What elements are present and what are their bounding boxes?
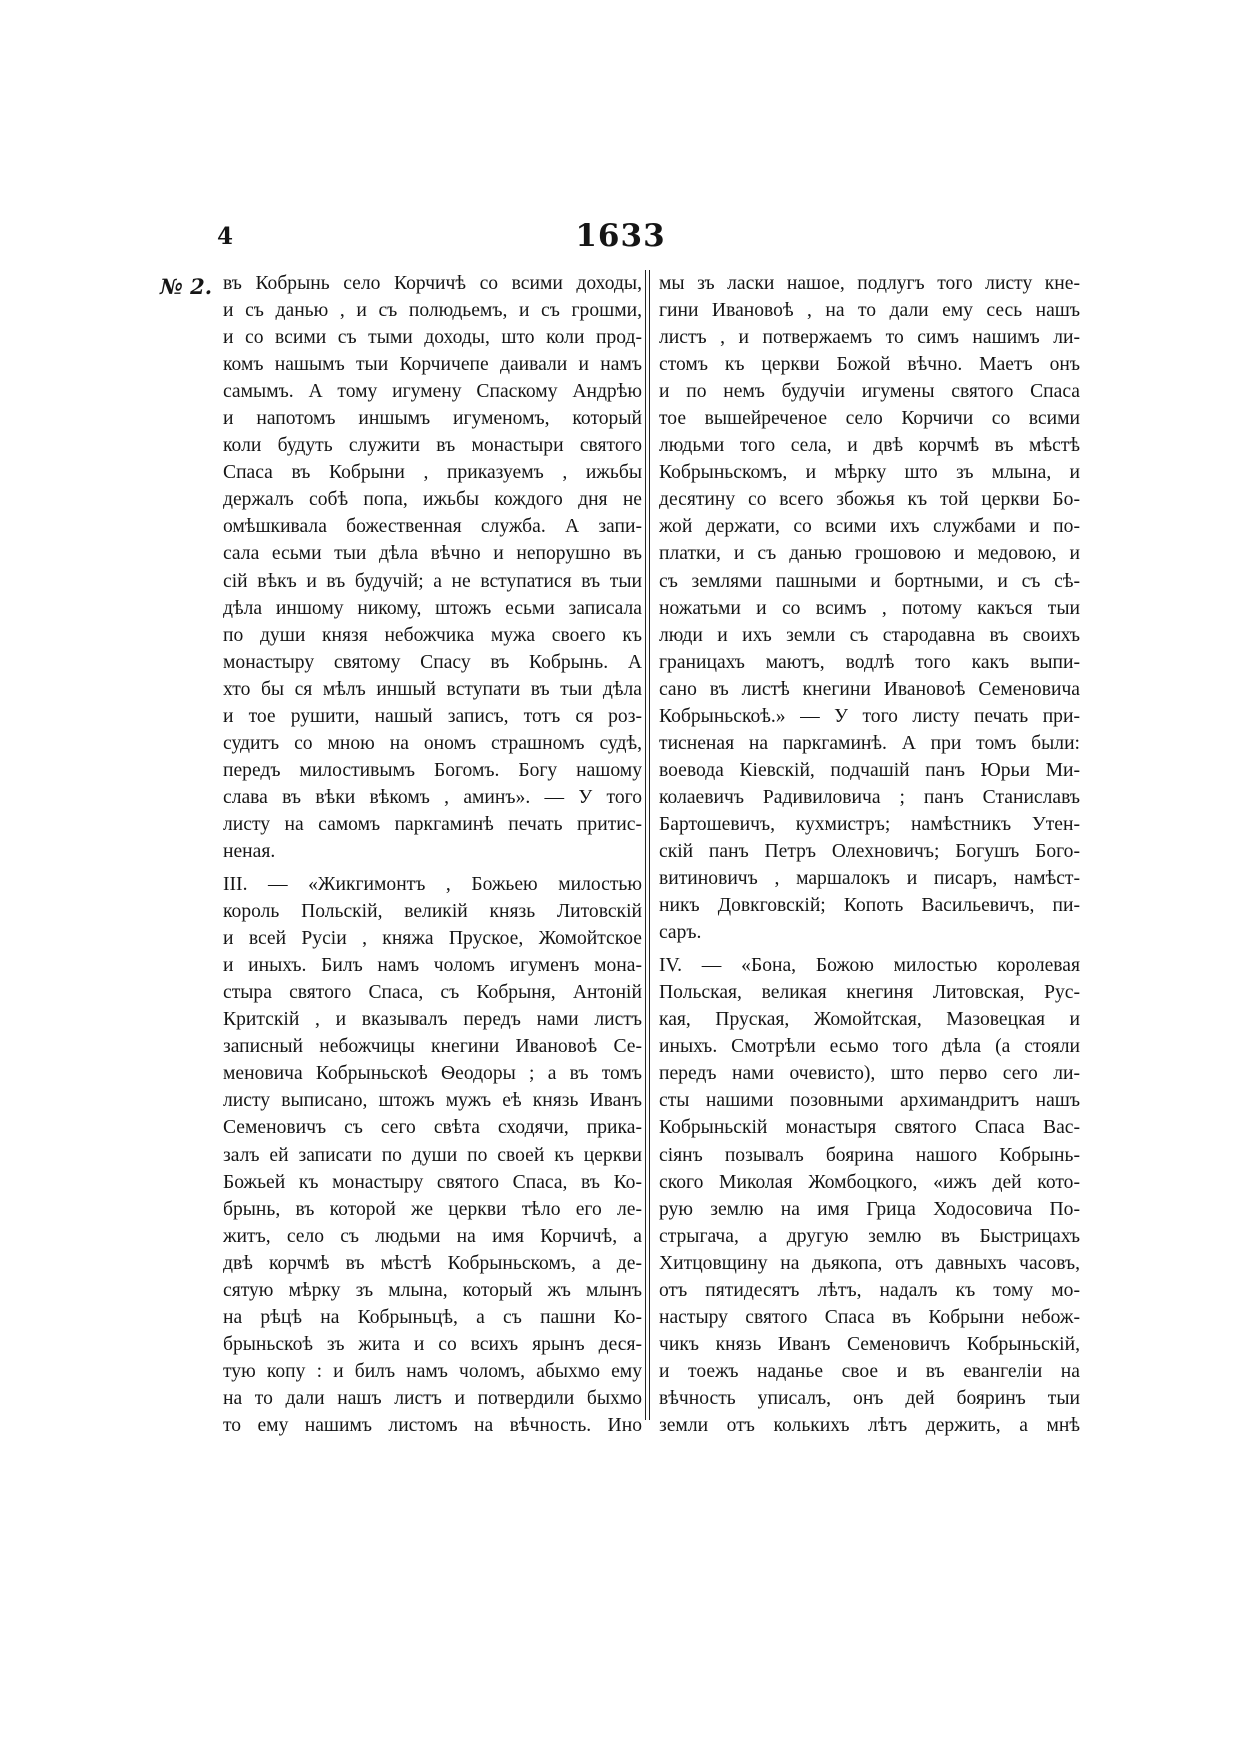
text-line: брыньскоѣ зъ жита и со всихъ ярынъ деся- bbox=[223, 1333, 642, 1355]
text-line: стыра святого Спаса, съ Кобрыня, Антоній bbox=[223, 982, 642, 1004]
text-line: Критскій , и вказывалъ передъ нами листъ bbox=[223, 1009, 642, 1031]
text-line: и иныхъ. Билъ намъ чоломъ игуменъ мона- bbox=[223, 955, 642, 977]
text-line: иныхъ. Смотрѣли есьмо того дѣла (а стояли bbox=[659, 1036, 1080, 1058]
text-line: чикъ князь Иванъ Семеновичъ Кобрыньскій, bbox=[659, 1333, 1080, 1355]
text-line: и всей Русіи , княжа Пруское, Жомойтское bbox=[223, 928, 642, 950]
text-line: на рѣцѣ на Кобрыньцѣ, а съ пашни Ко- bbox=[223, 1306, 642, 1328]
text-line: и напотомъ иншымъ игуменомъ, который bbox=[223, 408, 642, 430]
text-line: границахъ маютъ, водлѣ того какъ выпи- bbox=[659, 651, 1080, 673]
text-line: житъ, село съ людьми на имя Корчичѣ, а bbox=[223, 1225, 642, 1247]
text-line: сала есьми тыи дѣла вѣчно и непорушно въ bbox=[223, 543, 642, 565]
text-line: омѣшкивала божественная служба. А запи- bbox=[223, 516, 642, 538]
text-line: слава въ вѣки вѣкомъ , аминъ». — У того bbox=[223, 786, 642, 808]
text-line: сій вѣкъ и въ будучій; а не вступатися въ тыи bbox=[223, 570, 642, 592]
text-line: Спаса въ Кобрыни , приказуемъ , ижьбы bbox=[223, 462, 642, 484]
left-text-column bbox=[223, 270, 642, 1439]
document-number: № 2. bbox=[160, 274, 213, 299]
text-line: люди и ихъ земли съ стародавна въ своихъ bbox=[659, 624, 1080, 646]
text-line: отъ пятидесятъ лѣтъ, надалъ къ тому мо- bbox=[659, 1279, 1080, 1301]
text-line: на то дали нашъ листъ и потвердили быхмо bbox=[223, 1387, 642, 1409]
text-line: III. — «Жикгимонтъ , Божьею милостью bbox=[223, 874, 642, 896]
text-line: по души князя небожчика мужа своего къ bbox=[223, 624, 642, 646]
text-line: сятую мѣрку зъ млына, который жъ млынъ bbox=[223, 1279, 642, 1301]
column-divider-rule bbox=[645, 270, 646, 1420]
text-line: и тое рушити, нашый записъ, тотъ ся роз- bbox=[223, 705, 642, 727]
text-line: мы зъ ласки нашое, подлугъ того листу кне- bbox=[659, 273, 1080, 294]
text-line: тую копу : и билъ намъ чоломъ, абыхмо ему bbox=[223, 1360, 642, 1382]
text-line: Божьей къ монастыру святого Спаса, въ Ко- bbox=[223, 1171, 642, 1193]
text-line: передъ милостивымъ Богомъ. Богу нашому bbox=[223, 759, 642, 781]
text-line: залъ ей записати по души по своей къ церкви bbox=[223, 1144, 642, 1166]
text-line: держалъ собѣ попа, ижьбы кождого дня не bbox=[223, 489, 642, 511]
text-line: и по немъ будучіи игумены святого Спаса bbox=[659, 381, 1080, 403]
text-line: монастыру святому Спасу въ Кобрынь. А bbox=[223, 651, 642, 673]
text-line: сано въ листѣ кнегини Ивановоѣ Семеновича bbox=[659, 678, 1080, 700]
text-line: Хитцовщину на дьякопа, отъ давныхъ часовъ, bbox=[659, 1252, 1080, 1274]
text-line: никъ Довкговскій; Копоть Васильевичъ, пи- bbox=[659, 895, 1080, 917]
text-line: скій панъ Петръ Олехновичъ; Богушъ Бого- bbox=[659, 840, 1080, 862]
text-line: комъ нашымъ тыи Корчичепе даивали и намъ bbox=[223, 354, 642, 376]
text-line: Кобрыньскоѣ.» — У того листу печать при- bbox=[659, 705, 1080, 727]
text-line: жой держати, со всими ихъ службами и по- bbox=[659, 516, 1080, 538]
text-line: брынь, въ которой же церкви тѣло его ле- bbox=[223, 1198, 642, 1220]
text-line: Кобрыньскій монастыря святого Спаса Вас- bbox=[659, 1117, 1080, 1139]
text-line: стомъ къ церкви Божой вѣчно. Маетъ онъ bbox=[659, 354, 1080, 376]
text-line: въ Кобрынь село Корчичѣ со всими доходы, bbox=[223, 273, 642, 294]
text-line: меновича Кобрыньскоѣ Ѳеодоры ; а въ томъ bbox=[223, 1063, 642, 1085]
text-line: записный небожчицы кнегини Ивановоѣ Се- bbox=[223, 1036, 642, 1058]
text-line: то ему нашимъ листомъ на вѣчность. Ино bbox=[223, 1414, 642, 1436]
text-line: саръ. bbox=[659, 922, 702, 944]
text-line: людьми того села, и двѣ корчмѣ въ мѣстѣ bbox=[659, 435, 1080, 457]
text-line: хто бы ся мѣлъ иншый вступати въ тыи дѣла bbox=[223, 678, 642, 700]
text-line: ского Миколая Жомбоцкого, «ижъ дей кото- bbox=[659, 1171, 1080, 1193]
text-line: листу выписано, штожъ мужъ еѣ князь Иванъ bbox=[223, 1090, 642, 1112]
text-line: и съ данью , и съ полюдьемъ, и съ грошми, bbox=[223, 300, 642, 322]
text-line: земли отъ колькихъ лѣтъ держить, а мнѣ bbox=[659, 1414, 1080, 1436]
text-line: и со всими съ тыми доходы, што коли прод- bbox=[223, 327, 642, 349]
text-line: съ землями пашными и бортными, и съ сѣ- bbox=[659, 570, 1080, 592]
text-line: дѣла иншому никому, штожъ есьми записала bbox=[223, 597, 642, 619]
text-line: вѣчность уписалъ, онъ дей бояринъ тыи bbox=[659, 1387, 1080, 1409]
text-line: Бартошевичъ, кухмистръ; намѣстникъ Утен- bbox=[659, 813, 1080, 835]
text-line: воевода Кіевскій, подчашій панъ Юрьи Ми- bbox=[659, 759, 1080, 781]
text-line: гини Ивановоѣ , на то дали ему сесь нашъ bbox=[659, 300, 1080, 322]
right-text-column bbox=[659, 270, 1080, 1439]
text-line: десятину со всего збожья къ той церкви Бо- bbox=[659, 489, 1080, 511]
text-line: ножатьми и со всимъ , потому какъся тыи bbox=[659, 597, 1080, 619]
text-line: листу на самомъ паркгаминѣ печать притис- bbox=[223, 813, 642, 835]
text-line: Семеновичъ съ сего свѣта сходячи, прика- bbox=[223, 1117, 642, 1139]
text-line: судитъ со мною на ономъ страшномъ судѣ, bbox=[223, 732, 642, 754]
text-line: стрыгача, а другую землю въ Быстрицахъ bbox=[659, 1225, 1080, 1247]
text-line: Кобрыньскомъ, и мѣрку што зъ млына, и bbox=[659, 462, 1080, 484]
text-line: IV. — «Бона, Божою милостью королевая bbox=[659, 955, 1080, 977]
text-line: передъ нами очевисто), што перво сего ли- bbox=[659, 1063, 1080, 1085]
text-line: кая, Пруская, Жомойтская, Мазовецкая и bbox=[659, 1009, 1080, 1031]
text-line: самымъ. А тому игумену Спаскому Андрѣю bbox=[223, 381, 642, 403]
text-line: рую землю на имя Грица Ходосовича По- bbox=[659, 1198, 1080, 1220]
text-line: платки, и съ данью грошовою и медовою, и bbox=[659, 543, 1080, 565]
text-line: колаевичъ Радивиловича ; панъ Станиславъ bbox=[659, 786, 1080, 808]
text-line: витиновичъ , маршалокъ и писаръ, намѣст- bbox=[659, 868, 1080, 890]
text-line: король Польскій, великій князь Литовскій bbox=[223, 901, 642, 923]
text-line: и тоежъ наданье свое и въ евангеліи на bbox=[659, 1360, 1080, 1382]
text-line: тисненая на паркгаминѣ. А при томъ были: bbox=[659, 732, 1080, 754]
page-number: 4 bbox=[217, 223, 234, 250]
text-line: двѣ корчмѣ въ мѣстѣ Кобрыньскомъ, а де- bbox=[223, 1252, 642, 1274]
text-line: листъ , и потвержаемъ то симъ нашимъ ли- bbox=[659, 327, 1080, 349]
text-line: неная. bbox=[223, 840, 276, 862]
text-line: настыру святого Спаса въ Кобрыни небож- bbox=[659, 1306, 1080, 1328]
text-line: сты нашими позовными архимандритъ нашъ bbox=[659, 1090, 1080, 1112]
text-line: тое вышейреченое село Корчичи со всими bbox=[659, 408, 1080, 430]
text-line: Польская, великая кнегиня Литовская, Рус- bbox=[659, 982, 1080, 1004]
text-line: коли будуть служити въ монастыри святого bbox=[223, 435, 642, 457]
page-year-heading: 1633 bbox=[575, 218, 666, 254]
text-line: сіянъ позывалъ боярина нашого Кобрынь- bbox=[659, 1144, 1080, 1166]
column-divider-rule bbox=[649, 270, 650, 1420]
